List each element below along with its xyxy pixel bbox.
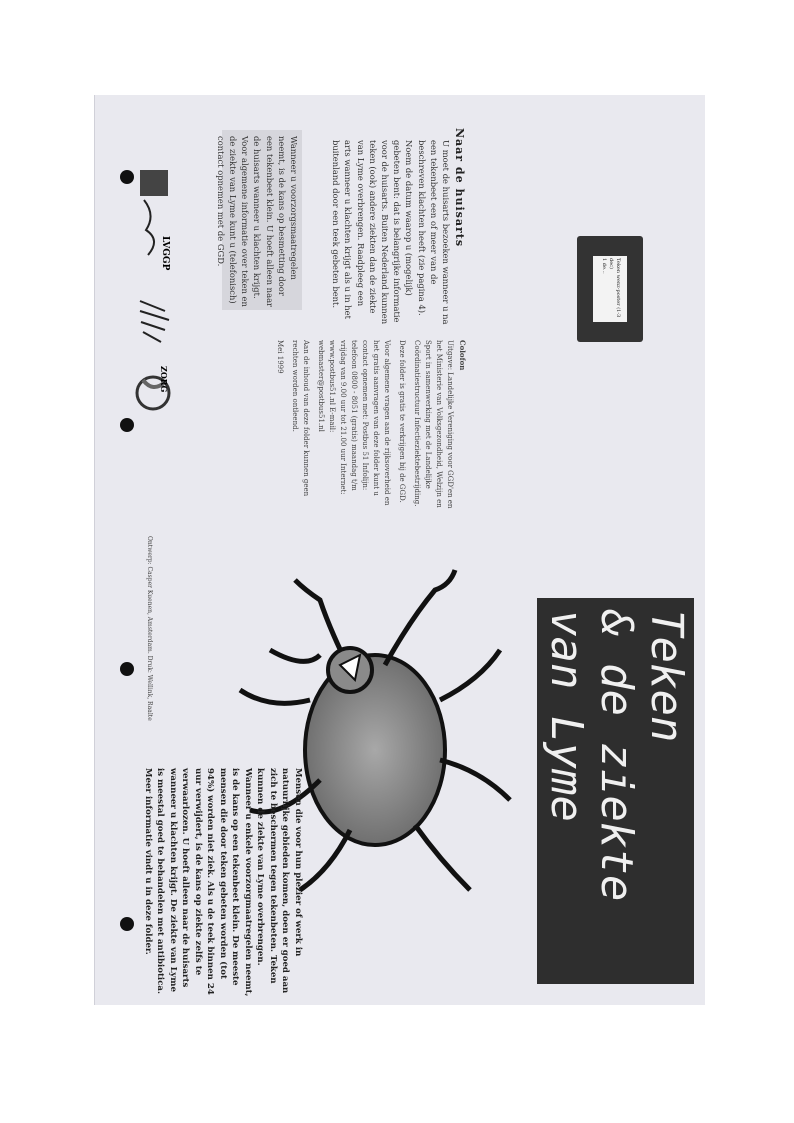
logo-zorg — [125, 360, 175, 426]
punch-hole-1 — [120, 170, 134, 184]
logo-vws — [135, 296, 175, 346]
badge-box — [577, 236, 643, 342]
credits-line: Ontwerp: Casper Kuenen, Amsterdam. Druk: Wellink, Raalte — [146, 536, 153, 721]
colofon-section — [457, 340, 468, 460]
badge-line-1: Teken wenz-poster (1-3 dec) — [608, 258, 621, 318]
title-line-2: & de ziekte — [591, 610, 642, 902]
colofon-date: Mei 1999 — [276, 340, 284, 374]
naar-huisarts-heading: Naar de huisarts — [453, 128, 466, 248]
folder-title — [541, 610, 691, 980]
naar-huisarts-body: U moet de huisarts bezoeken wanneer u na een tekenbeet een of meer van de beschreven klachten heeft (zie pagina 4). Noem de datum waarop u (mogelijk) gebeten bent: dat is belangrijke informatie voor de huisarts. Buiten Nederland kunnen teken (ook) andere ziekten dan de ziekte van Lyme overbrengen. Raadpleeg een arts wanneer u klachten krijgt als u in het buitenland door een teek gebeten bent. — [331, 140, 451, 325]
zorg-logo-text: ZORG — [159, 366, 169, 393]
title-line-1: Teken — [641, 610, 692, 743]
intro-text: Mensen die voor hun plezier of werk in natuurlijke gebieden komen, doen er goed aan zich te beschermen tegen tekenbeten. Teken kunnen de ziekte van Lyme overbrengen. Wanneer u enkele voorzorgmaatregelen neemt, is de kans op een tekenbeet klein. De meeste mensen die door teken gebeten worden (tot 94%) worden niet ziek. Als u de teek binnen 24 uur verwijdert, is de kans op ziekte zelfs te verwaarlozen. U hoeft alleen naar de huisarts wanneer u klachten krijgt. De ziekte van Lyme is meestal goed te behandelen met antibiotica. Meer informatie vindt u in deze folder. — [143, 768, 303, 997]
badge-text — [600, 258, 621, 318]
title-line-3: van Lyme — [541, 610, 592, 822]
vws-logo-icon — [135, 296, 175, 346]
title-block — [537, 598, 694, 984]
section-naar-huisarts — [453, 128, 466, 328]
logo-lvggp — [136, 170, 176, 280]
colofon-body — [276, 340, 455, 510]
badge-line-2: 1 de... — [601, 258, 607, 274]
colofon-heading: Colofon — [458, 340, 467, 371]
colofon-p2: Deze folder is gratis te verkrijgen bij de GGD. — [398, 340, 406, 503]
colofon-p3: Voor algemene vragen aan de rijksoverheid en het gratis aanvragen van deze folder kunt u contact opnemen met: Postbus 51 Infolijn: telefoon 0800 - 8051 (gratis) maandag t/m vrijdag van 9.00 uur tot 21.00 uur Internet: www.postbus51.nl E-mail: webmaster@postbus51.nl — [317, 340, 391, 506]
punch-hole-3 — [120, 662, 134, 676]
lvggp-logo-icon — [136, 170, 176, 280]
colofon-p4: Aan de inhoud van deze folder kunnen geen rechten worden ontleend. — [291, 340, 310, 497]
lvggp-logo-text: LVGGP — [160, 236, 170, 271]
colofon-p1: Uitgave: Landelijke Vereniging voor GGD'en en het Ministerie van Volksgezondheid, Welzijn en Sport in samenwerking met de Landelijke Coördinatiestructuur Infectieziektebestrijding. — [413, 340, 454, 509]
gray-box-text: Wanneer u voorzorgsmaatregelen neemt, is de kans op besmetting door een tekenbeet klein. U hoeft alleen naar de huisarts wanneer u klachten krijgt. Voor algemene informatie over teken en de ziekte van Lyme kunt u (telefonisch) contact opnemen met de GGD. — [215, 136, 299, 308]
